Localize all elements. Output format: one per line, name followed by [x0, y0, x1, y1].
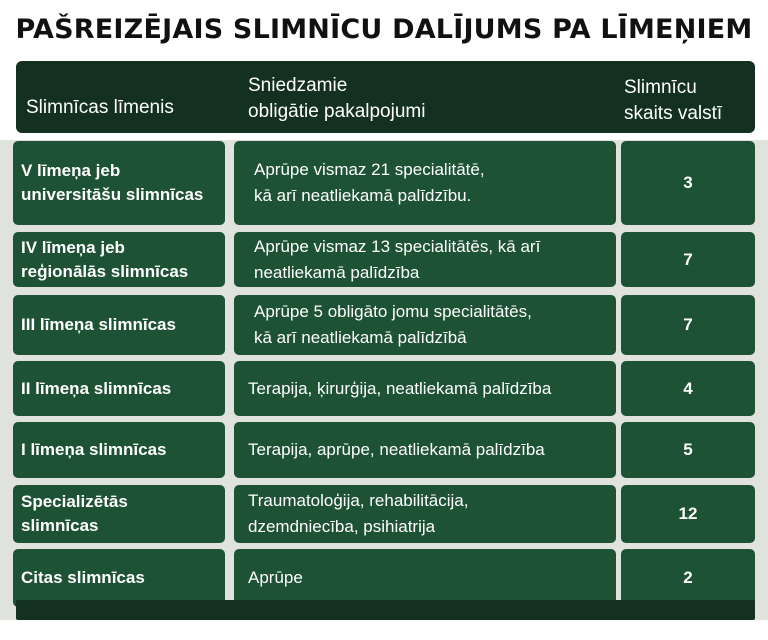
row-count-value: 7 — [683, 249, 693, 269]
row-count-value: 7 — [683, 315, 693, 334]
row-count-cell — [621, 361, 755, 416]
header-count-line1: Slimnīcu — [624, 77, 697, 98]
row-level-line1: I līmeņa slimnīcas — [21, 440, 167, 459]
row-services-line1: Aprūpe vismaz 21 specialitātē, — [254, 160, 485, 179]
header-level-label: Slimnīcas līmenis — [26, 97, 174, 118]
row-level-cell — [13, 361, 225, 416]
row-count-cell — [621, 232, 755, 287]
header-level — [26, 95, 174, 121]
header-services-line2: obligātie pakalpojumi — [248, 101, 426, 122]
row-count-value: 12 — [678, 504, 698, 523]
row-services-line2: kā arī neatliekamā palīdzību. — [254, 186, 472, 205]
row-level-line2: slimnīcas — [21, 516, 99, 535]
row-count-cell — [621, 141, 755, 225]
row-level-cell — [13, 232, 225, 287]
row-level-cell — [13, 295, 225, 355]
header-count-line2: skaits valstī — [624, 103, 723, 124]
row-level-line1: Specializētās — [21, 492, 128, 511]
row-services-cell — [234, 422, 616, 478]
row-count-cell — [621, 295, 755, 355]
row-level-cell — [13, 485, 225, 543]
row-services-line1: Traumatoloģija, rehabilitācija, — [248, 491, 469, 510]
row-services-line1: Aprūpe 5 obligāto jomu specialitātēs, — [254, 302, 532, 321]
row-level-cell — [13, 422, 225, 478]
row-services-line2: dzemdniecība, psihiatrija — [248, 517, 436, 536]
table-bottom-bar — [16, 600, 755, 620]
row-count-value: 2 — [683, 568, 693, 587]
row-level-line1: V līmeņa jeb — [21, 161, 121, 180]
header-services — [248, 73, 425, 125]
page-title: PAŠREIZĒJAIS SLIMNĪCU DALĪJUMS PA LĪMEŅIEM — [15, 14, 753, 45]
row-services-cell — [234, 361, 616, 416]
row-count-value: 5 — [683, 440, 693, 459]
row-level-cell — [13, 549, 225, 607]
row-level-line1: II līmeņa slimnīcas — [21, 378, 172, 398]
row-services-line2: kā arī neatliekamā palīdzībā — [254, 328, 467, 347]
row-count-cell — [621, 422, 755, 478]
header-count — [624, 75, 722, 127]
row-services-cell — [234, 295, 616, 355]
header-services-line1: Sniedzamie — [248, 75, 348, 96]
row-level-cell — [13, 141, 225, 225]
table-header — [16, 61, 755, 133]
row-services-cell — [234, 485, 616, 543]
row-level-line1: III līmeņa slimnīcas — [21, 315, 176, 334]
row-services-line1: Terapija, ķirurģija, neatliekamā palīdzība — [248, 378, 552, 398]
row-services-line2: neatliekamā palīdzība — [254, 262, 420, 282]
row-services-line1: Aprūpe — [248, 568, 303, 587]
row-count-cell — [621, 549, 755, 607]
row-level-line1: IV līmeņa jeb — [21, 237, 125, 257]
row-count-value: 4 — [683, 378, 693, 398]
row-services-line1: Terapija, aprūpe, neatliekamā palīdzība — [248, 440, 545, 459]
row-level-line2: universitāšu slimnīcas — [21, 185, 204, 204]
row-services-cell — [234, 549, 616, 607]
row-level-line2: reģionālās slimnīcas — [21, 261, 189, 281]
row-count-cell — [621, 485, 755, 543]
row-level-line1: Citas slimnīcas — [21, 568, 145, 587]
row-services-cell — [234, 232, 616, 287]
row-services-cell — [234, 141, 616, 225]
row-services-line1: Aprūpe vismaz 13 specialitātēs, kā arī — [254, 236, 541, 256]
row-count-value: 3 — [683, 173, 693, 192]
